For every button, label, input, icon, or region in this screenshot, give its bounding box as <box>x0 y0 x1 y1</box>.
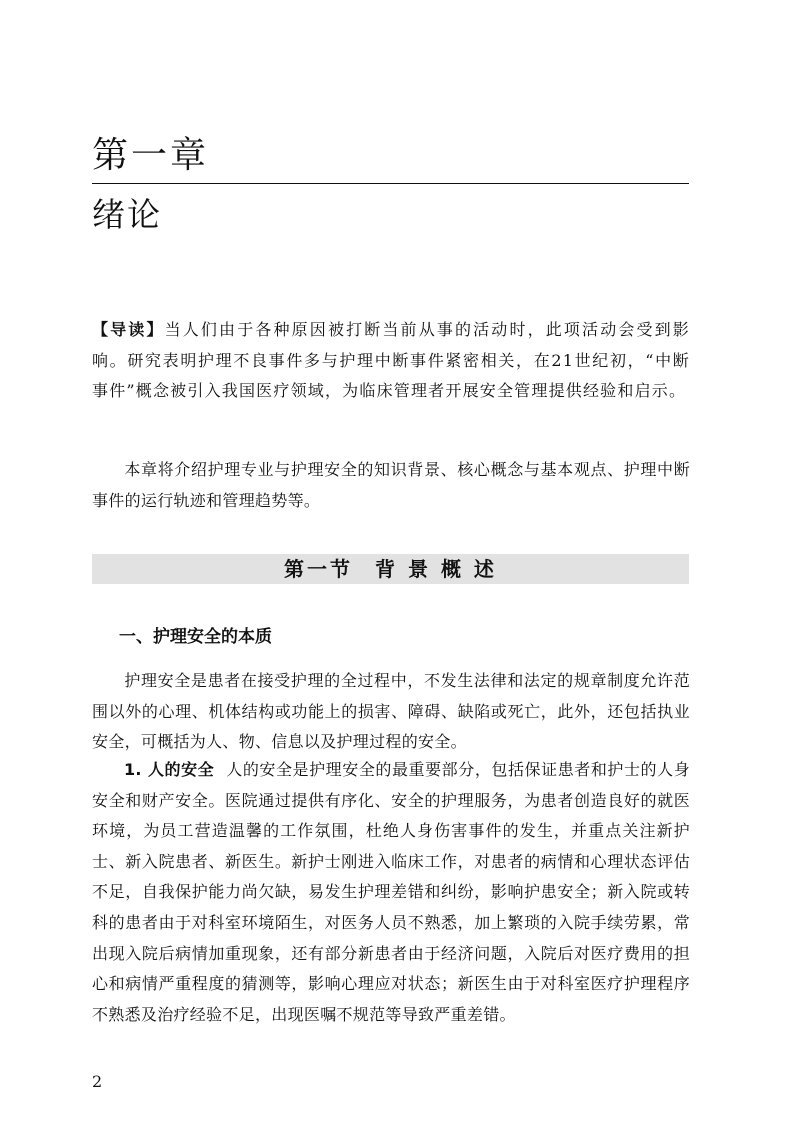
page-number: 2 <box>92 1072 103 1091</box>
chapter-summary <box>92 455 690 516</box>
body-paragraph-safety-definition <box>92 666 690 758</box>
chapter-title: 绪论 <box>92 195 162 234</box>
run-in-heading: 1. 人的安全 <box>124 760 215 779</box>
intro-text: 当人们由于各种原因被打断当前从事的活动时，此项活动会受到影响。研究表明护理不良事件多与护理中断事件紧密相关，在21世纪初，“中断事件”概念被引入我国医疗领域，为临床管理者开展安全管理提供经验和启示。 <box>92 320 690 401</box>
chapter-divider <box>92 183 689 184</box>
section-number: 第一节 <box>284 557 354 581</box>
section-heading <box>92 554 689 584</box>
intro-tag: 【导读】 <box>92 320 165 339</box>
body-paragraph-personal-safety <box>92 755 690 1030</box>
section-title: 背 景 概 述 <box>375 557 497 581</box>
intro-paragraph <box>92 315 690 407</box>
chapter-number: 第一章 <box>92 135 210 176</box>
body-paragraph-text: 人的安全是护理安全的最重要部分，包括保证患者和护士的人身安全和财产安全。医院通过提供有序化、安全的护理服务，为患者创造良好的就医环境，为员工营造温馨的工作氛围，杜绝人身伤害事件的发生，并重点关注新护士、新入院患者、新医生。新护士刚进入临床工作，对患者的病情和心理状态评估不足，自我保护能力尚欠缺，易发生护理差错和纠纷，影响护患安全；新入院或转科的患者由于对科室环境陌生，对医务人员不熟悉，加上繁琐的入院手续劳累，常出现入院后病情加重现象，还有部分新患者由于经济问题，入院后对医疗费用的担心和病情严重程度的猜测等，影响心理应对状态；新医生由于对科室医疗护理程序不熟悉及治疗经验不足，出现医嘱不规范等导致严重差错。 <box>92 760 690 1024</box>
body-paragraph-text: 护理安全是患者在接受护理的全过程中，不发生法律和法定的规章制度允许范围以外的心理、机体结构或功能上的损害、障碍、缺陷或死亡，此外，还包括执业安全，可概括为人、物、信息以及护理过程的安全。 <box>92 671 690 752</box>
chapter-summary-text: 本章将介绍护理专业与护理安全的知识背景、核心概念与基本观点、护理中断事件的运行轨迹和管理趋势等。 <box>92 460 690 510</box>
subsection-heading: 一、护理安全的本质 <box>119 627 272 647</box>
